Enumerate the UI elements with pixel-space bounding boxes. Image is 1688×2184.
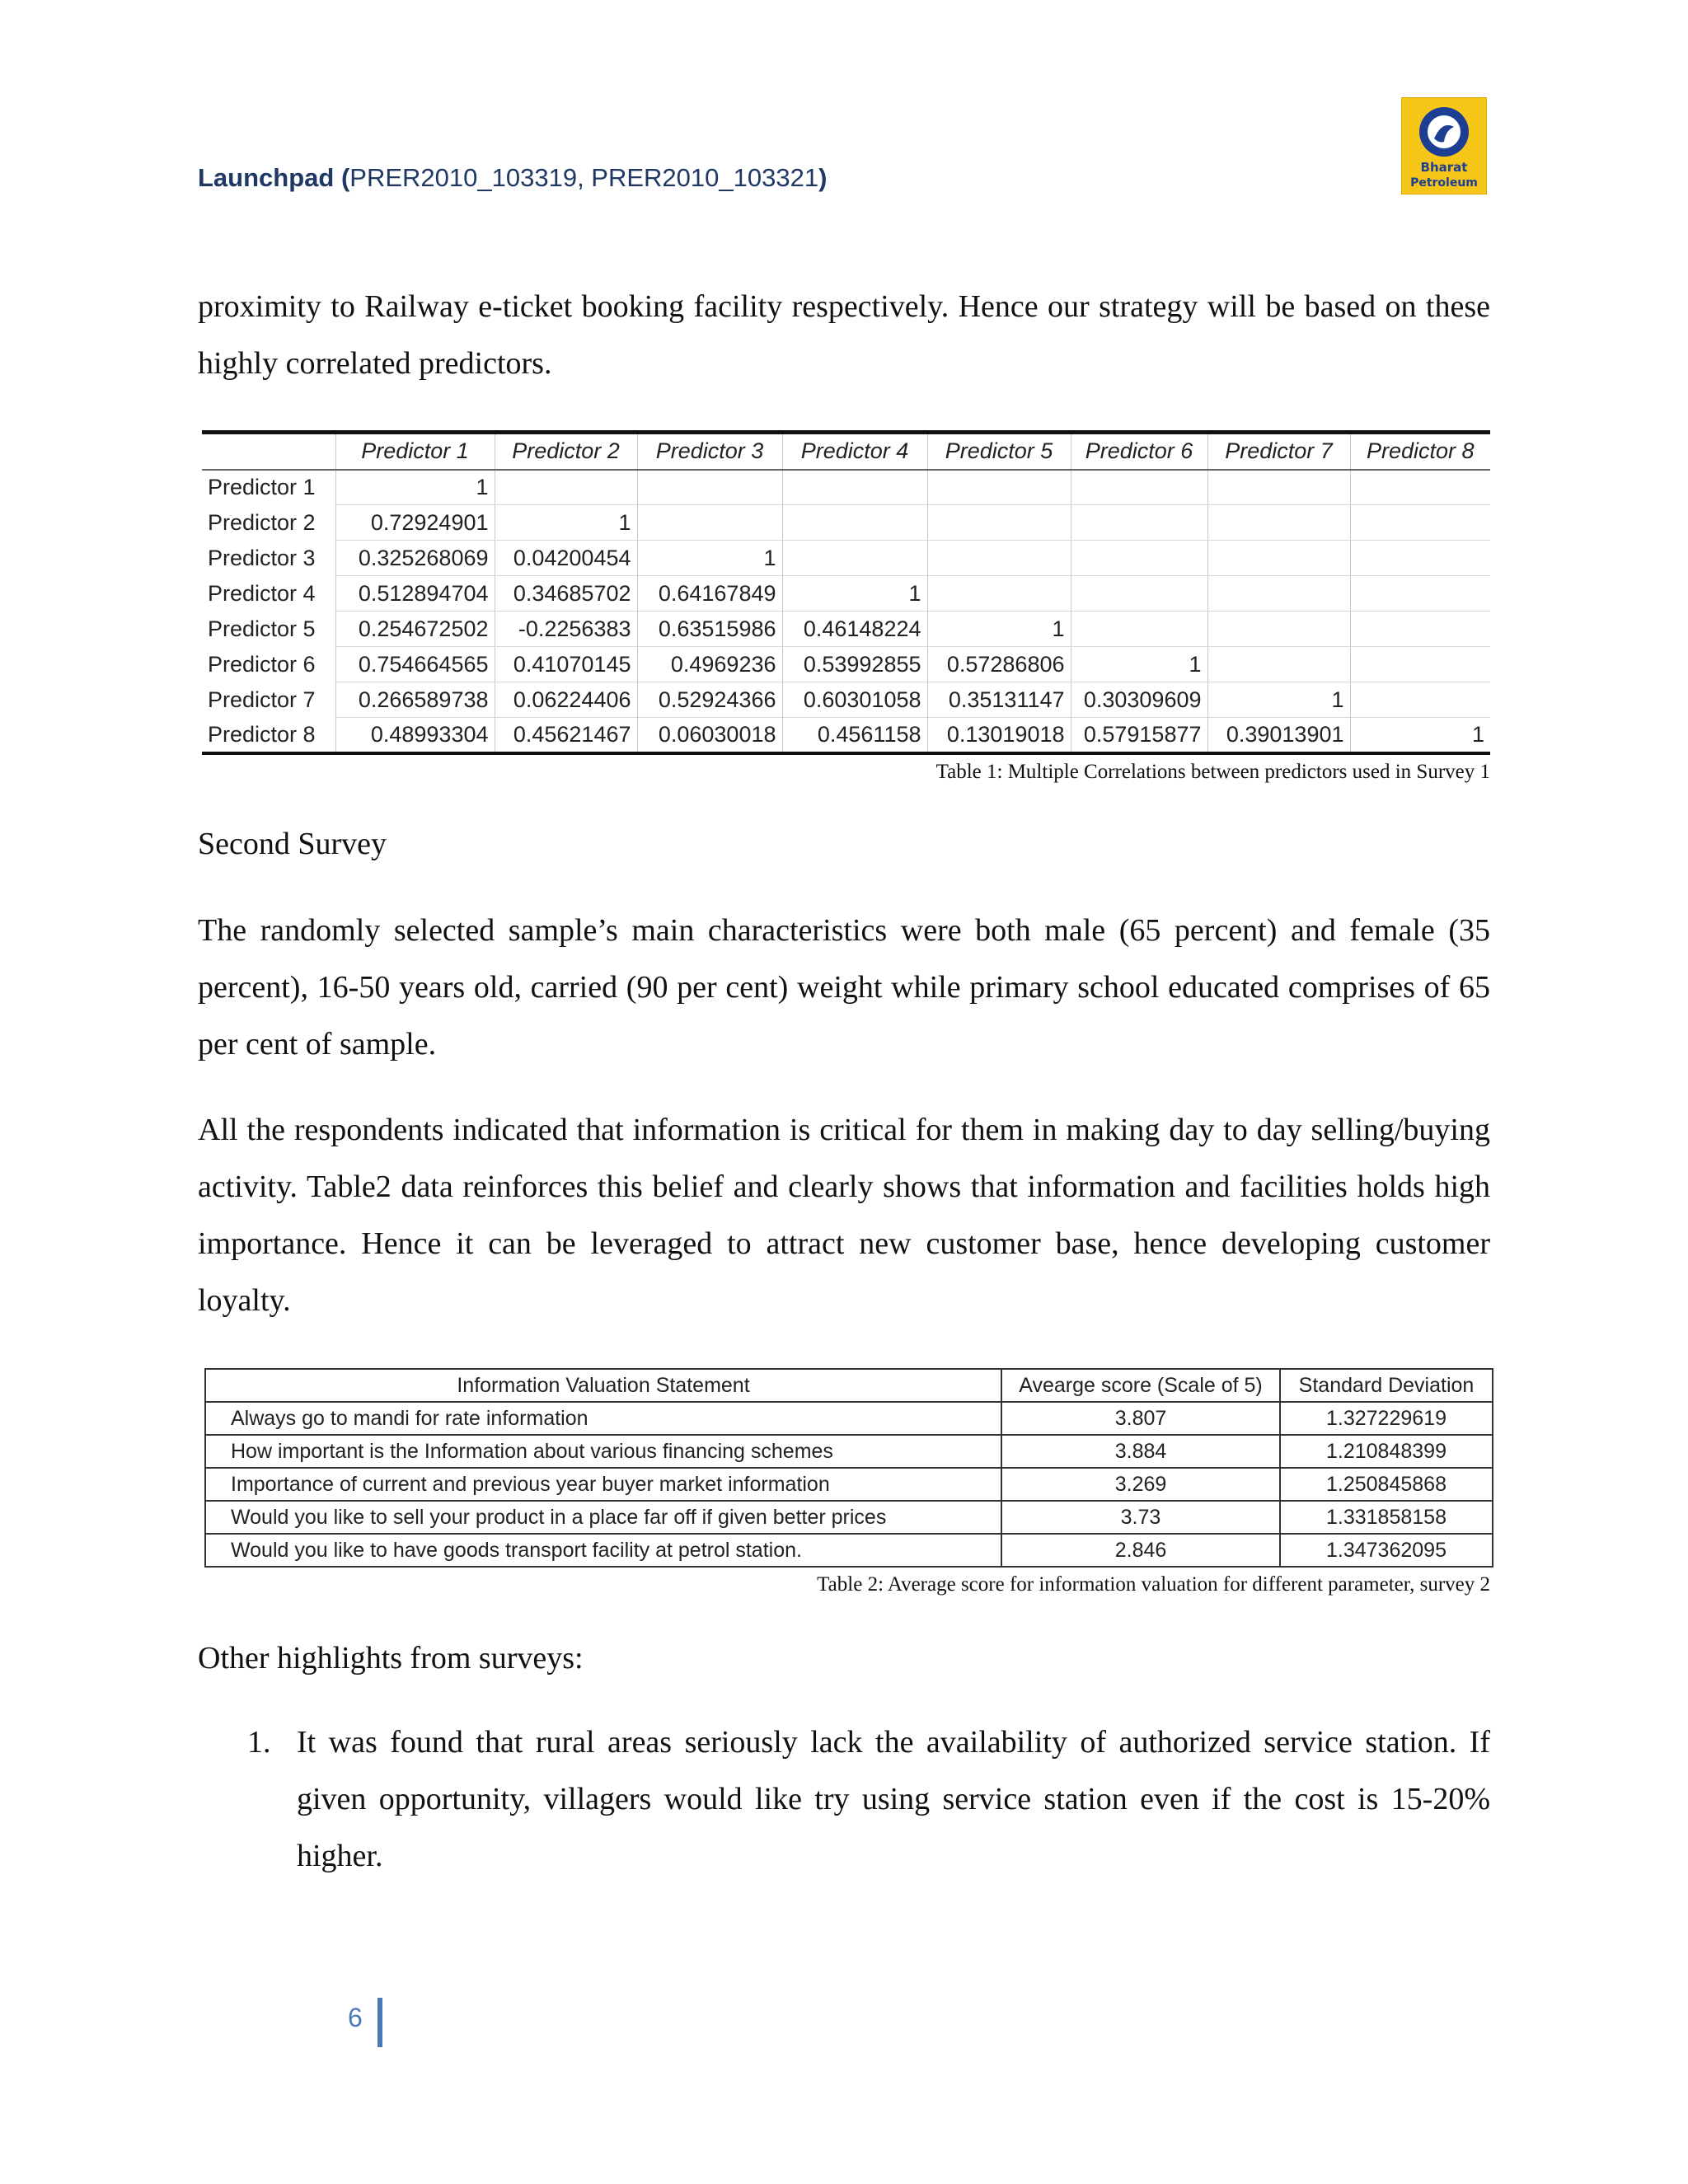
correlation-cell [1350, 612, 1490, 647]
correlation-cell: -0.2256383 [495, 612, 637, 647]
page-number-bar [377, 1998, 382, 2047]
correlation-cell [782, 505, 927, 541]
correlation-cell: 0.34685702 [495, 576, 637, 612]
row-label: Predictor 1 [208, 475, 316, 499]
table-row [205, 1402, 1493, 1435]
correlation-cell: 0.72924901 [335, 505, 495, 541]
std-dev-cell: 1.327229619 [1280, 1402, 1493, 1435]
correlation-cell [1207, 505, 1350, 541]
correlation-cell [495, 470, 637, 505]
correlation-cell: 1 [637, 541, 782, 576]
score-cell: 3.73 [1001, 1501, 1280, 1534]
correlation-cell: 1 [335, 470, 495, 505]
column-header: Avearge score (Scale of 5) [1001, 1369, 1280, 1402]
second-survey-heading: Second Survey [198, 827, 387, 861]
logo-text-top: Bharat [1420, 160, 1468, 175]
correlation-cell: 1 [1207, 682, 1350, 718]
table-row [202, 647, 1490, 682]
correlation-cell [1350, 541, 1490, 576]
correlation-cell [1350, 505, 1490, 541]
correlation-cell: 0.254672502 [335, 612, 495, 647]
table-row [202, 718, 1490, 753]
std-dev-cell: 1.347362095 [1280, 1534, 1493, 1567]
correlation-cell [1207, 541, 1350, 576]
correlation-cell: 0.13019018 [927, 718, 1071, 753]
table2-caption: Table 2: Average score for information valuation for different parameter, survey 2 [817, 1573, 1490, 1596]
correlation-cell: 0.06030018 [637, 718, 782, 753]
respondents-paragraph: All the respondents indicated that information is critical for them in making day to day selling/buying activity. Table2 data reinforces this belief and clearly shows that information and facilities holds high importance. Hence it can be leveraged to attract new customer base, hence developing customer loyalty. [198, 1113, 1490, 1318]
correlation-cell [927, 541, 1071, 576]
correlation-cell [1071, 470, 1207, 505]
open-paren: ( [340, 163, 350, 192]
correlation-cell: 0.06224406 [495, 682, 637, 718]
statement-cell: How important is the Information about various financing schemes [205, 1435, 1001, 1468]
correlation-cell: 0.46148224 [782, 612, 927, 647]
table-row [202, 541, 1490, 576]
row-label: Predictor 8 [202, 718, 335, 753]
correlation-cell [1071, 541, 1207, 576]
correlation-cell [782, 541, 927, 576]
row-label: Predictor 5 [208, 616, 316, 641]
correlation-cell [1350, 647, 1490, 682]
std-dev-cell: 1.331858158 [1280, 1501, 1493, 1534]
column-header: Predictor 8 [1350, 433, 1490, 470]
table-row [205, 1534, 1493, 1567]
table-row [205, 1435, 1493, 1468]
table-row [202, 682, 1490, 718]
correlation-cell [1207, 576, 1350, 612]
correlation-cell [782, 470, 927, 505]
row-label: Predictor 7 [208, 687, 316, 712]
correlation-cell: 0.30309609 [1071, 682, 1207, 718]
correlation-cell: 0.48993304 [335, 718, 495, 753]
table-row [202, 612, 1490, 647]
correlation-cell [1350, 682, 1490, 718]
row-label: Predictor 2 [208, 509, 316, 535]
correlation-cell: 0.64167849 [637, 576, 782, 612]
correlation-cell: 0.266589738 [335, 682, 495, 718]
list-item-number: 1. [247, 1725, 271, 1760]
correlation-cell: 0.512894704 [335, 576, 495, 612]
correlation-cell: 0.60301058 [782, 682, 927, 718]
statement-cell: Importance of current and previous year buyer market information [205, 1468, 1001, 1501]
table-row [205, 1501, 1493, 1534]
table-header-row [205, 1369, 1493, 1402]
correlation-cell [637, 505, 782, 541]
correlation-cell: 0.57915877 [1071, 718, 1207, 753]
score-cell: 3.269 [1001, 1468, 1280, 1501]
std-dev-cell: 1.210848399 [1280, 1435, 1493, 1468]
table-row [202, 576, 1490, 612]
correlation-cell: 1 [782, 576, 927, 612]
correlation-cell: 0.45621467 [495, 718, 637, 753]
correlation-cell [637, 470, 782, 505]
table-header-row [202, 433, 1490, 470]
correlation-cell [1071, 505, 1207, 541]
column-header: Predictor 3 [637, 433, 782, 470]
correlation-cell [927, 470, 1071, 505]
column-header: Information Valuation Statement [205, 1369, 1001, 1402]
statement-cell: Would you like to have goods transport facility at petrol station. [205, 1534, 1001, 1567]
correlation-cell [1071, 576, 1207, 612]
correlation-cell: 0.41070145 [495, 647, 637, 682]
project-name: Launchpad [198, 163, 335, 192]
score-cell: 3.807 [1001, 1402, 1280, 1435]
score-cell: 2.846 [1001, 1534, 1280, 1567]
correlation-cell [1350, 470, 1490, 505]
table-row [202, 505, 1490, 541]
table1-caption: Table 1: Multiple Correlations between predictors used in Survey 1 [935, 761, 1490, 783]
row-label: Predictor 4 [208, 580, 316, 606]
correlation-table [202, 430, 1490, 755]
column-header: Predictor 6 [1071, 433, 1207, 470]
correlation-cell: 0.35131147 [927, 682, 1071, 718]
correlation-cell: 1 [927, 612, 1071, 647]
correlation-cell: 0.57286806 [927, 647, 1071, 682]
logo-text-bottom: Petroleum [1410, 176, 1478, 190]
correlation-cell: 0.325268069 [335, 541, 495, 576]
statement-cell: Always go to mandi for rate information [205, 1402, 1001, 1435]
sample-paragraph: The randomly selected sample’s main characteristics were both male (65 percent) and female (35 percent), 16-50 years old, carried (90 per cent) weight while primary school educated comprises of 65 per cent of sample. [198, 913, 1490, 1062]
std-dev-cell: 1.250845868 [1280, 1468, 1493, 1501]
correlation-cell: 1 [495, 505, 637, 541]
correlation-cell: 0.4969236 [637, 647, 782, 682]
correlation-cell: 1 [1350, 718, 1490, 753]
correlation-cell: 0.754664565 [335, 647, 495, 682]
correlation-cell: 0.4561158 [782, 718, 927, 753]
score-cell: 3.884 [1001, 1435, 1280, 1468]
correlation-cell: 0.52924366 [637, 682, 782, 718]
close-paren: ) [818, 163, 828, 192]
row-label: Predictor 6 [208, 651, 316, 677]
corner-cell [202, 433, 335, 470]
column-header: Predictor 4 [782, 433, 927, 470]
correlation-cell [1071, 612, 1207, 647]
correlation-cell: 1 [1071, 647, 1207, 682]
list-item-text: It was found that rural areas seriously lack the availability of authorized service station. If given opportunity, villagers would like try using service station even if the cost is 15-20% higher. [297, 1725, 1490, 1873]
intro-paragraph: proximity to Railway e-ticket booking facility respectively. Hence our strategy will be based on these highly correlated predictors. [198, 289, 1490, 381]
row-label: Predictor 3 [208, 545, 316, 570]
column-header: Predictor 2 [495, 433, 637, 470]
table-row [202, 470, 1490, 505]
correlation-cell [1350, 576, 1490, 612]
correlation-cell [1207, 470, 1350, 505]
project-ids: PRER2010_103319, PRER2010_103321 [349, 163, 819, 192]
correlation-cell [927, 576, 1071, 612]
column-header: Predictor 5 [927, 433, 1071, 470]
document-header [198, 163, 827, 193]
correlation-cell: 0.39013901 [1207, 718, 1350, 753]
table-row [205, 1468, 1493, 1501]
correlation-cell [1207, 647, 1350, 682]
statement-cell: Would you like to sell your product in a place far off if given better prices [205, 1501, 1001, 1534]
correlation-cell: 0.53992855 [782, 647, 927, 682]
column-header: Predictor 1 [335, 433, 495, 470]
highlights-heading: Other highlights from surveys: [198, 1641, 584, 1675]
correlation-cell: 0.04200454 [495, 541, 637, 576]
valuation-table [204, 1368, 1493, 1568]
correlation-cell: 0.63515986 [637, 612, 782, 647]
page-number: 6 [348, 2003, 363, 2032]
bharat-petroleum-logo [1401, 97, 1487, 194]
correlation-cell [1207, 612, 1350, 647]
column-header: Standard Deviation [1280, 1369, 1493, 1402]
column-header: Predictor 7 [1207, 433, 1350, 470]
correlation-cell [927, 505, 1071, 541]
